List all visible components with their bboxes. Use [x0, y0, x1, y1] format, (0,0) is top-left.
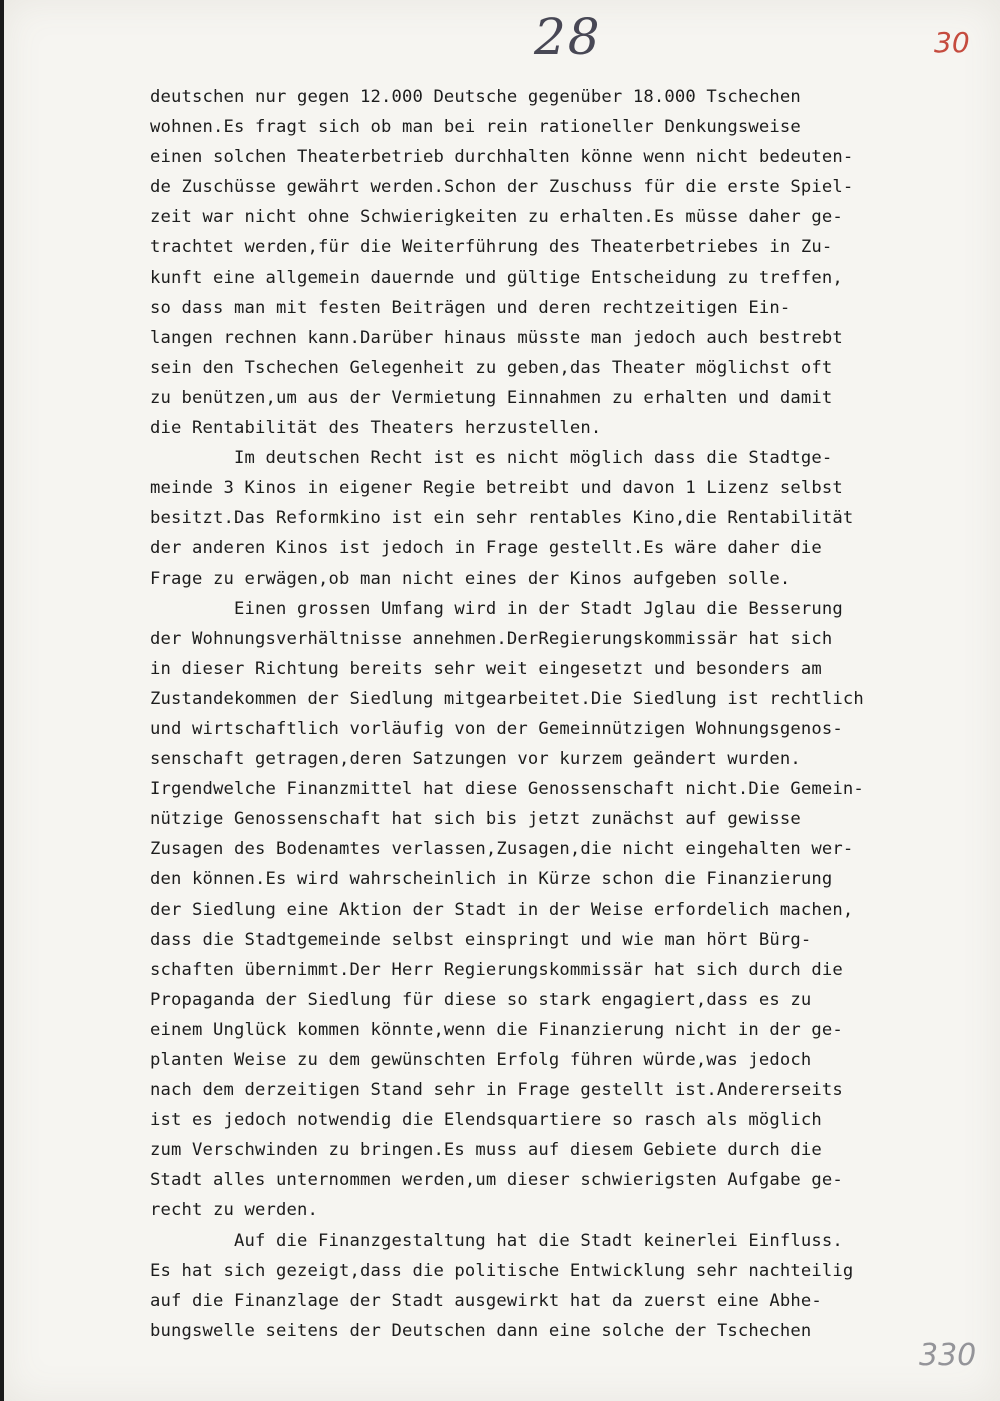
text-line: zu benützen,um aus der Vermietung Einnahmen zu erhalten und damit	[150, 387, 833, 408]
text-line: bungswelle seitens der Deutschen dann eine solche der Tschechen	[150, 1320, 812, 1341]
text-line: Einen grossen Umfang wird in der Stadt Jglau die Besserung	[150, 598, 843, 619]
text-line: der Wohnungsverhältnisse annehmen.DerRegierungskommissär hat sich	[150, 628, 833, 649]
folio-number-top: 28	[534, 8, 602, 66]
text-line: einem Unglück kommen könnte,wenn die Finanzierung nicht in der ge-	[150, 1019, 843, 1040]
text-line: Zusagen des Bodenamtes verlassen,Zusagen,die nicht eingehalten wer-	[150, 839, 854, 860]
text-line: senschaft getragen,deren Satzungen vor kurzem geändert wurden.	[150, 749, 801, 770]
body-text	[150, 82, 990, 1346]
folio-number-red: 30	[934, 26, 970, 59]
text-line: Stadt alles unternommen werden,um dieser schwierigsten Aufgabe ge-	[150, 1170, 843, 1191]
text-line: die Rentabilität des Theaters herzustellen.	[150, 418, 602, 439]
folio-number-bottom: 330	[919, 1338, 977, 1373]
text-line: nach dem derzeitigen Stand sehr in Frage gestellt ist.Andererseits	[150, 1080, 843, 1101]
text-line: zeit war nicht ohne Schwierigkeiten zu erhalten.Es müsse daher ge-	[150, 207, 843, 228]
text-line: in dieser Richtung bereits sehr weit eingesetzt und besonders am	[150, 658, 822, 679]
typewritten-page	[4, 0, 1000, 1401]
text-line: der anderen Kinos ist jedoch in Frage gestellt.Es wäre daher die	[150, 538, 822, 559]
text-line: langen rechnen kann.Darüber hinaus müsste man jedoch auch bestrebt	[150, 327, 843, 348]
text-line: Frage zu erwägen,ob man nicht eines der Kinos aufgeben solle.	[150, 568, 791, 589]
text-line: recht zu werden.	[150, 1200, 318, 1221]
text-line: schaften übernimmt.Der Herr Regierungskommissär hat sich durch die	[150, 959, 843, 980]
text-line: den können.Es wird wahrscheinlich in Kürze schon die Finanzierung	[150, 869, 833, 890]
text-line: einen solchen Theaterbetrieb durchhalten könne wenn nicht bedeuten-	[150, 147, 854, 168]
text-line: kunft eine allgemein dauernde und gültige Entscheidung zu treffen,	[150, 267, 843, 288]
text-line: sein den Tschechen Gelegenheit zu geben,das Theater möglichst oft	[150, 357, 833, 378]
text-line: besitzt.Das Reformkino ist ein sehr rentables Kino,die Rentabilität	[150, 508, 854, 529]
text-line: Auf die Finanzgestaltung hat die Stadt keinerlei Einfluss.	[150, 1230, 843, 1251]
text-line: de Zuschüsse gewährt werden.Schon der Zuschuss für die erste Spiel-	[150, 177, 854, 198]
text-line: meinde 3 Kinos in eigener Regie betreibt und davon 1 Lizenz selbst	[150, 478, 843, 499]
text-line: und wirtschaftlich vorläufig von der Gemeinnützigen Wohnungsgenos-	[150, 718, 843, 739]
text-line: Es hat sich gezeigt,dass die politische Entwicklung sehr nachteilig	[150, 1260, 854, 1281]
text-line: Irgendwelche Finanzmittel hat diese Genossenschaft nicht.Die Gemein-	[150, 779, 864, 800]
text-line: auf die Finanzlage der Stadt ausgewirkt hat da zuerst eine Abhe-	[150, 1290, 822, 1311]
text-line: wohnen.Es fragt sich ob man bei rein rationeller Denkungsweise	[150, 117, 801, 138]
text-line: nützige Genossenschaft hat sich bis jetzt zunächst auf gewisse	[150, 809, 801, 830]
text-line: Propaganda der Siedlung für diese so stark engagiert,dass es zu	[150, 989, 812, 1010]
text-line: Zustandekommen der Siedlung mitgearbeitet.Die Siedlung ist rechtlich	[150, 688, 864, 709]
text-line: trachtet werden,für die Weiterführung des Theaterbetriebes in Zu-	[150, 237, 833, 258]
text-line: der Siedlung eine Aktion der Stadt in der Weise erfordelich machen,	[150, 899, 854, 920]
text-line: zum Verschwinden zu bringen.Es muss auf diesem Gebiete durch die	[150, 1140, 822, 1161]
text-line: planten Weise zu dem gewünschten Erfolg führen würde,was jedoch	[150, 1050, 812, 1070]
text-line: so dass man mit festen Beiträgen und deren rechtzeitigen Ein-	[150, 297, 791, 318]
text-line: dass die Stadtgemeinde selbst einspringt und wie man hört Bürg-	[150, 929, 812, 950]
text-line: ist es jedoch notwendig die Elendsquartiere so rasch als möglich	[150, 1110, 822, 1131]
text-line: deutschen nur gegen 12.000 Deutsche gegenüber 18.000 Tschechen	[150, 87, 801, 107]
text-line: Im deutschen Recht ist es nicht möglich dass die Stadtge-	[150, 448, 833, 469]
